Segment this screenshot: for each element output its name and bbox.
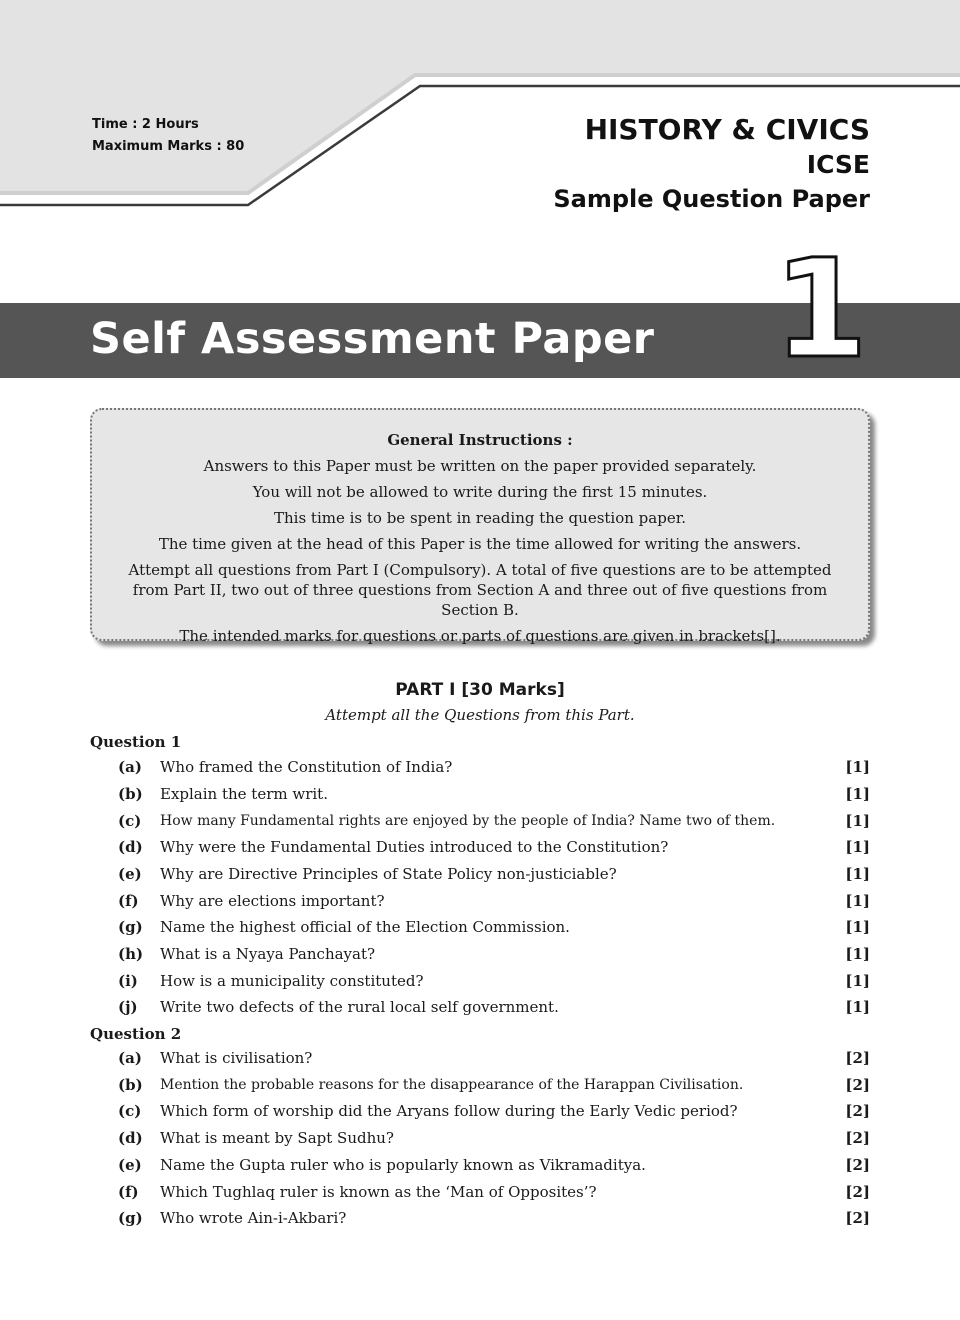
question-item: (h) What is a Nyaya Panchayat? [1] bbox=[118, 945, 870, 963]
question-item: (g) Who wrote Ain-i-Akbari? [2] bbox=[118, 1209, 870, 1227]
question-item: (a) Who framed the Constitution of India? [1] bbox=[118, 758, 870, 776]
question-item: (d) What is meant by Sapt Sudhu? [2] bbox=[118, 1129, 870, 1147]
paper-type-title: Sample Question Paper bbox=[553, 185, 870, 213]
question-item: (b) Explain the term writ. [1] bbox=[118, 785, 870, 803]
question-item: (f) Which Tughlaq ruler is known as the ‘Man of Opposites’? [2] bbox=[118, 1183, 870, 1201]
subject-title: HISTORY & CIVICS bbox=[584, 113, 870, 146]
question-item: (d) Why were the Fundamental Duties introduced to the Constitution? [1] bbox=[118, 838, 870, 856]
instructions-heading: General Instructions : bbox=[387, 431, 573, 449]
instruction-line: The time given at the head of this Paper is the time allowed for writing the answers. bbox=[158, 535, 802, 553]
question-2-heading: Question 2 bbox=[90, 1025, 182, 1043]
time-text: Time : 2 Hours bbox=[92, 117, 199, 132]
board-title: ICSE bbox=[806, 150, 870, 179]
part-heading: PART I [30 Marks] bbox=[395, 680, 565, 700]
question-item: (c) Which form of worship did the Aryans follow during the Early Vedic period? [2] bbox=[118, 1102, 870, 1120]
question-item: (e) Why are Directive Principles of State Policy non-justiciable? [1] bbox=[118, 865, 870, 883]
question-1-heading: Question 1 bbox=[90, 733, 182, 751]
page-title: Self Assessment Paper bbox=[90, 314, 655, 364]
instruction-line: You will not be allowed to write during the first 15 minutes. bbox=[252, 483, 708, 501]
instructions-box bbox=[90, 408, 870, 645]
exam-meta bbox=[92, 114, 244, 158]
question-item: (j) Write two defects of the rural local self government. [1] bbox=[118, 998, 870, 1016]
instruction-line: Answers to this Paper must be written on the paper provided separately. bbox=[203, 457, 757, 475]
question-item: (e) Name the Gupta ruler who is popularly known as Vikramaditya. [2] bbox=[118, 1156, 870, 1174]
paper-number: 1 bbox=[773, 231, 868, 389]
question-item: (a) What is civilisation? [2] bbox=[118, 1049, 870, 1067]
question-item: (f) Why are elections important? [1] bbox=[118, 892, 870, 910]
instruction-line: Attempt all questions from Part I (Compulsory). A total of five questions are to be attempted from Part II, two out of three questions from Section A and three out of five questions from Section B. bbox=[128, 561, 832, 619]
instruction-line: This time is to be spent in reading the question paper. bbox=[273, 509, 686, 527]
instruction-line: The intended marks for questions or parts of questions are given in brackets[]. bbox=[179, 627, 781, 645]
question-item: (i) How is a municipality constituted? [1] bbox=[118, 972, 870, 990]
question-item: (g) Name the highest official of the Election Commission. [1] bbox=[118, 918, 870, 936]
part-subheading: Attempt all the Questions from this Part. bbox=[325, 706, 635, 724]
max-marks-text: Maximum Marks : 80 bbox=[92, 139, 245, 154]
question-item: (c) How many Fundamental rights are enjoyed by the people of India? Name two of them. [1] bbox=[118, 812, 870, 830]
paper-titles bbox=[553, 112, 870, 216]
question-item: (b) Mention the probable reasons for the disappearance of the Harappan Civilisation. [2] bbox=[118, 1076, 870, 1094]
